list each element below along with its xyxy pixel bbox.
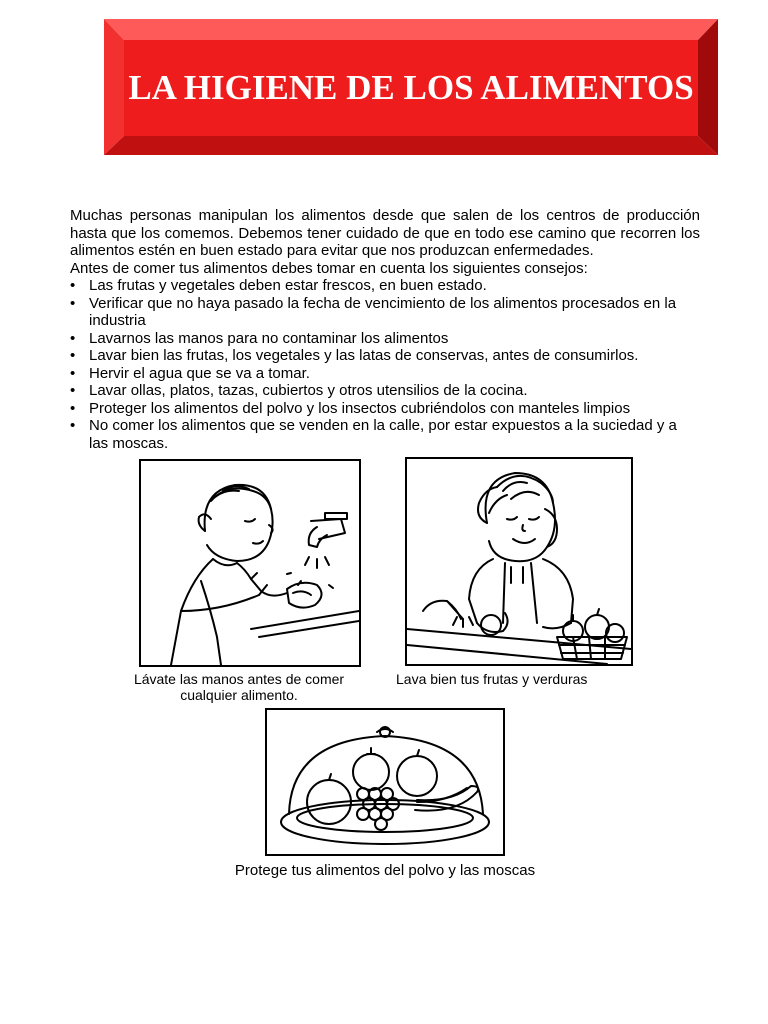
hand-washing-caption: Lávate las manos antes de comer cualquier alimento. (133, 671, 345, 703)
list-item: • Lavarnos las manos para no contaminar los alimentos (70, 329, 449, 347)
list-item: • Lavar bien las frutas, los vegetales y las latas de conservas, antes de consumirlos. (70, 347, 639, 364)
list-item: • Hervir el agua que se va a tomar. (70, 364, 310, 382)
bullet-icon: • (70, 277, 76, 294)
tips-list (70, 277, 700, 452)
bullet-icon: • (70, 294, 76, 312)
fruit-washing-caption: Lava bien tus frutas y verduras (396, 671, 588, 687)
title-banner (104, 19, 718, 155)
list-item: • Lavar ollas, platos, tazas, cubiertos y otros utensilios de la cocina. (70, 382, 528, 399)
list-item: • Las frutas y vegetales deben estar frescos, en buen estado. (70, 277, 487, 294)
fruit-washing-illustration (405, 457, 633, 666)
article-body (70, 207, 700, 452)
covered-food-caption: Protege tus alimentos del polvo y las moscas (234, 862, 536, 879)
list-item: • Verificar que no haya pasado la fecha de vencimiento de los alimentos procesados en la industria (70, 294, 677, 329)
hand-washing-illustration (139, 459, 361, 667)
advice-intro: Antes de comer tus alimentos debes tomar en cuenta los siguientes consejos: (70, 259, 588, 277)
list-item: • No comer los alimentos que se venden en la calle, por estar expuestos a la suciedad y a las moscas. (70, 417, 677, 452)
bullet-icon: • (70, 399, 76, 417)
bullet-icon: • (70, 364, 76, 382)
list-item: • Proteger los alimentos del polvo y los insectos cubriéndolos con manteles limpios (70, 399, 631, 417)
bullet-icon: • (70, 329, 76, 347)
bullet-icon: • (70, 347, 76, 364)
bullet-icon: • (70, 382, 76, 399)
page-title: LA HIGIENE DE LOS ALIMENTOS (128, 68, 694, 107)
bullet-icon: • (70, 417, 76, 434)
intro-paragraph: Muchas personas manipulan los alimentos desde que salen de los centros de producción hasta que los comemos. Debemos tener cuidado de que en todo ese camino que recorren los alimentos estén en buen estado para evitar que nos produzcan enfermedades. (70, 207, 700, 259)
covered-food-illustration (265, 708, 505, 856)
